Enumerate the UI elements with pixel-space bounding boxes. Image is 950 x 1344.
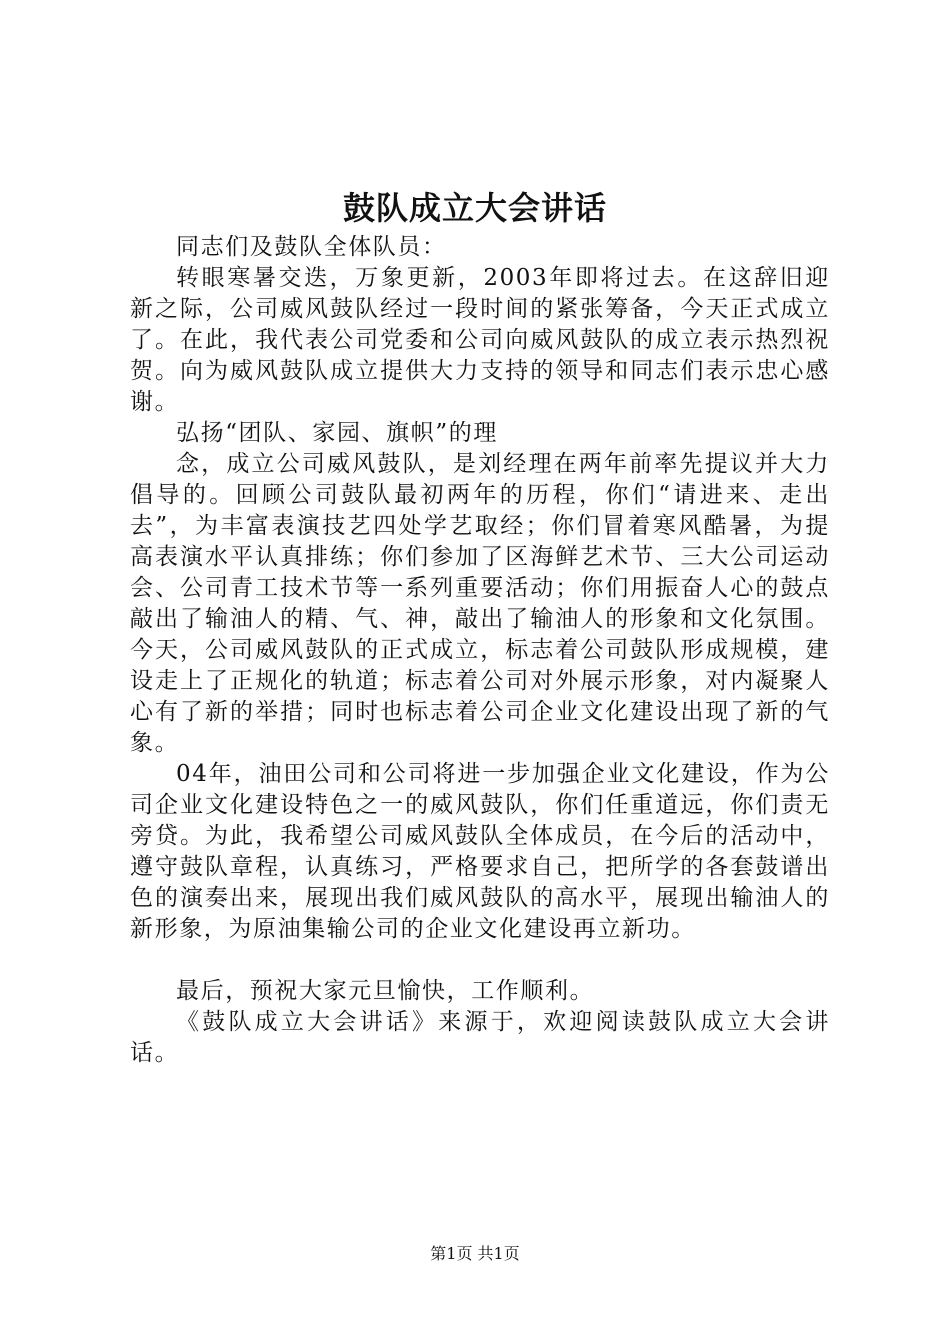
paragraph-gap <box>130 945 830 976</box>
body-paragraph-3: 念，成立公司威风鼓队，是刘经理在两年前率先提议并大力倡导的。回顾公司鼓队最初两年的历程，你们“请进来、走出去”，为丰富表演技艺四处学艺取经；你们冒着寒风酷暑，为提高表演水平认真排练；你们参加了区海鲜艺术节、三大公司运动会、公司青工技术节等一系列重要活动；你们用振奋人心的鼓点敲出了输油人的精、气、神，敲出了输油人的形象和文化氛围。今天，公司威风鼓队的正式成立，标志着公司鼓队形成规模，建设走上了正规化的轨道；标志着公司对外展示形象，对内凝聚人心有了新的举措；同时也标志着公司企业文化建设出现了新的气象。 <box>130 451 830 756</box>
body-paragraph-1: 转眼寒暑交迭，万象更新，2003年即将过去。在这辞旧迎新之际，公司威风鼓队经过一段时间的紧张筹备，今天正式成立了。在此，我代表公司党委和公司向威风鼓队的成立表示热烈祝贺。向为威风鼓队成立提供大力支持的领导和同志们表示忠心感谢。 <box>130 265 830 415</box>
page-number-footer: 第1页 共1页 <box>430 1244 520 1263</box>
body-paragraph-4: 04年，油田公司和公司将进一步加强企业文化建设，作为公司企业文化建设特色之一的威风鼓队，你们任重道远，你们责无旁贷。为此，我希望公司威风鼓队全体成员，在今后的活动中，遵守鼓队章程，认真练习，严格要求自己，把所学的各套鼓谱出色的演奏出来，展现出我们威风鼓队的高水平，展现出输油人的新形象，为原油集输公司的企业文化建设再立新功。 <box>130 761 830 942</box>
source-paragraph: 《鼓队成立大会讲话》来源于，欢迎阅读鼓队成立大会讲话。 <box>130 1009 830 1066</box>
salutation-paragraph: 同志们及鼓队全体队员： <box>176 234 447 260</box>
body-paragraph-2: 弘扬“团队、家园、旗帜”的理 <box>176 420 498 446</box>
closing-paragraph: 最后，预祝大家元旦愉快，工作顺利。 <box>176 978 595 1004</box>
document-title: 鼓队成立大会讲话 <box>342 189 607 227</box>
document-body <box>130 232 830 1069</box>
